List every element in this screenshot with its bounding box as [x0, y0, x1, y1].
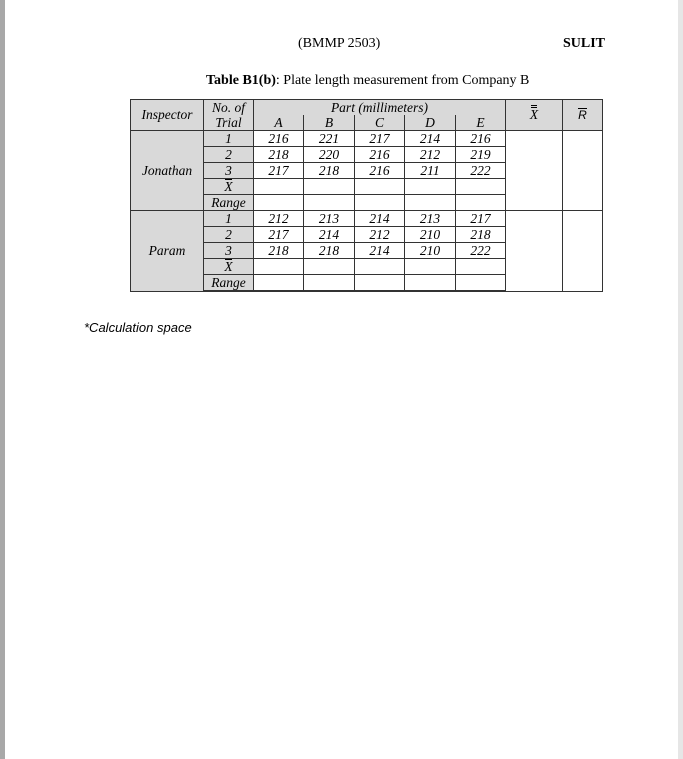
- measurement-table: [130, 99, 603, 292]
- empty-cell: [355, 195, 405, 211]
- empty-cell: [355, 275, 405, 292]
- measurement-cell: 218: [304, 243, 355, 259]
- trial-number: 2: [204, 147, 254, 163]
- measurement-cell: 212: [254, 211, 304, 227]
- course-code: (BMMP 2503): [298, 36, 381, 51]
- xbar-symbol: X: [224, 178, 233, 194]
- measurement-cell: 210: [405, 227, 456, 243]
- empty-cell: [355, 179, 405, 195]
- calculation-space-note: *Calculation space: [84, 320, 192, 335]
- empty-cell: [355, 259, 405, 275]
- measurement-cell: 213: [405, 211, 456, 227]
- measurement-cell: 218: [304, 163, 355, 179]
- empty-cell: [304, 275, 355, 292]
- measurement-cell: 216: [355, 163, 405, 179]
- empty-cell: [254, 259, 304, 275]
- empty-cell: [405, 275, 456, 292]
- part-b-header: B: [304, 115, 355, 131]
- mean-range-cell-jonathan: [563, 131, 603, 211]
- measurement-cell: 222: [456, 243, 506, 259]
- measurement-cell: 212: [355, 227, 405, 243]
- measurement-cell: 210: [405, 243, 456, 259]
- mean-range-cell-param: [563, 211, 603, 292]
- range-label: Range: [204, 195, 254, 211]
- xbar-label-cell: [204, 259, 254, 275]
- part-c-header: C: [355, 115, 405, 131]
- measurement-cell: 221: [304, 131, 355, 147]
- measurement-cell: 216: [355, 147, 405, 163]
- measurement-cell: 214: [405, 131, 456, 147]
- part-d-header: D: [405, 115, 456, 131]
- measurement-cell: 214: [355, 211, 405, 227]
- measurement-cell: 222: [456, 163, 506, 179]
- empty-cell: [456, 179, 506, 195]
- part-e-header: E: [456, 115, 506, 131]
- empty-cell: [405, 179, 456, 195]
- measurement-cell: 218: [254, 243, 304, 259]
- empty-cell: [456, 275, 506, 292]
- empty-cell: [456, 259, 506, 275]
- empty-cell: [254, 275, 304, 292]
- measurement-cell: 216: [456, 131, 506, 147]
- measurement-cell: 214: [355, 243, 405, 259]
- table-row: [131, 211, 603, 227]
- grand-mean-cell-jonathan: [506, 131, 563, 211]
- empty-cell: [254, 195, 304, 211]
- trial-number: 2: [204, 227, 254, 243]
- inspector-name-param: Param: [131, 211, 204, 292]
- page-left-edge: [0, 0, 5, 759]
- measurement-cell: 214: [304, 227, 355, 243]
- trial-header-line1: No. of: [204, 100, 254, 116]
- range-label: Range: [204, 275, 254, 292]
- part-header: Part (millimeters): [254, 100, 506, 116]
- empty-cell: [456, 195, 506, 211]
- xbar-symbol: X: [224, 258, 233, 274]
- trial-number: 3: [204, 163, 254, 179]
- measurement-cell: 212: [405, 147, 456, 163]
- table-caption-text: : Plate length measurement from Company B: [275, 73, 530, 88]
- table-row: [131, 131, 603, 147]
- measurement-cell: 217: [254, 227, 304, 243]
- empty-cell: [304, 179, 355, 195]
- measurement-cell: 216: [254, 131, 304, 147]
- measurement-cell: 219: [456, 147, 506, 163]
- measurement-cell: 218: [456, 227, 506, 243]
- mean-range-symbol: R: [578, 108, 587, 123]
- trial-header-line2: Trial: [204, 115, 254, 131]
- measurement-cell: 217: [254, 163, 304, 179]
- part-a-header: A: [254, 115, 304, 131]
- table-caption-label: Table B1(b): [206, 73, 276, 88]
- measurement-cell: 213: [304, 211, 355, 227]
- grand-mean-header: [506, 100, 563, 131]
- classification-label: SULIT: [563, 36, 606, 51]
- empty-cell: [405, 195, 456, 211]
- measurement-cell: 217: [355, 131, 405, 147]
- inspector-header: Inspector: [131, 100, 204, 131]
- measurement-cell: 217: [456, 211, 506, 227]
- mean-range-header: [563, 100, 603, 131]
- empty-cell: [304, 195, 355, 211]
- empty-cell: [405, 259, 456, 275]
- empty-cell: [254, 179, 304, 195]
- measurement-cell: 211: [405, 163, 456, 179]
- measurement-cell: 218: [254, 147, 304, 163]
- measurement-cell: 220: [304, 147, 355, 163]
- inspector-name-jonathan: Jonathan: [131, 131, 204, 211]
- page-right-edge: [678, 0, 683, 759]
- xbar-label-cell: [204, 179, 254, 195]
- empty-cell: [304, 259, 355, 275]
- trial-number: 1: [204, 211, 254, 227]
- grand-mean-symbol: X: [529, 107, 539, 123]
- header-row-1: [131, 100, 603, 116]
- trial-number: 3: [204, 243, 254, 259]
- grand-mean-cell-param: [506, 211, 563, 292]
- table-caption: [206, 73, 529, 89]
- trial-number: 1: [204, 131, 254, 147]
